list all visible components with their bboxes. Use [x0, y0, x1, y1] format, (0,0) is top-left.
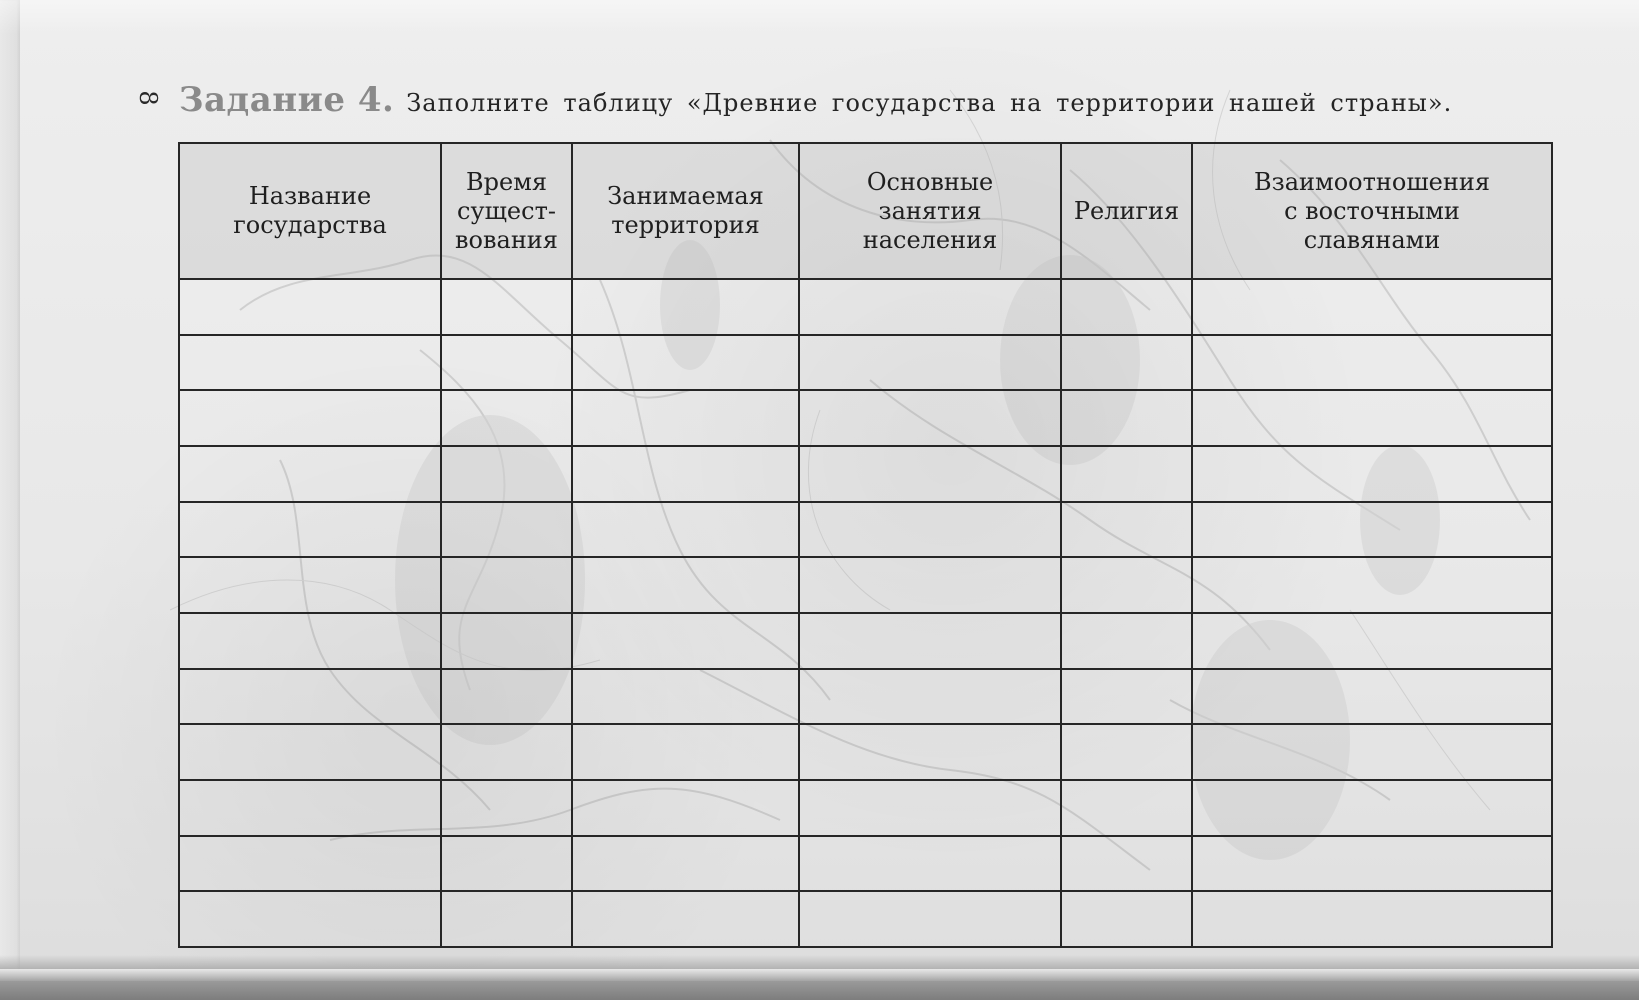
table-cell[interactable]	[441, 502, 572, 558]
header-state-name-line-2: государства	[233, 211, 387, 239]
table-row	[179, 724, 1552, 780]
table-row	[179, 279, 1552, 335]
table-cell[interactable]	[179, 502, 441, 558]
header-main-occupations	[799, 143, 1061, 279]
table-cell[interactable]	[572, 669, 799, 725]
table-cell[interactable]	[441, 335, 572, 391]
table-cell[interactable]	[799, 669, 1061, 725]
table-cell[interactable]	[1192, 613, 1552, 669]
table-cell[interactable]	[441, 669, 572, 725]
table-cell[interactable]	[1061, 724, 1192, 780]
table-cell[interactable]	[799, 446, 1061, 502]
table-cell[interactable]	[572, 335, 799, 391]
table-cell[interactable]	[572, 780, 799, 836]
ancient-states-table	[178, 142, 1553, 948]
table-cell[interactable]	[572, 446, 799, 502]
table-cell[interactable]	[799, 613, 1061, 669]
table-cell[interactable]	[441, 724, 572, 780]
header-occupations-line-2: занятия	[878, 196, 982, 225]
table-row	[179, 780, 1552, 836]
table-cell[interactable]	[179, 390, 441, 446]
task-instruction: Заполните таблицу «Древние государства на территории нашей страны».	[406, 89, 1453, 117]
table-cell[interactable]	[441, 446, 572, 502]
table-cell[interactable]	[1192, 390, 1552, 446]
table-cell[interactable]	[572, 724, 799, 780]
table-cell[interactable]	[799, 390, 1061, 446]
table-cell[interactable]	[1061, 446, 1192, 502]
table-cell[interactable]	[179, 669, 441, 725]
task-heading	[179, 80, 1499, 128]
table-header-row	[179, 143, 1552, 279]
table-cell[interactable]	[572, 279, 799, 335]
table-cell[interactable]	[179, 613, 441, 669]
header-territory-line-1: Занимаемая	[607, 182, 764, 210]
header-relations-line-1: Взаимоотношения	[1254, 167, 1490, 196]
table-cell[interactable]	[1061, 557, 1192, 613]
table-cell[interactable]	[799, 335, 1061, 391]
table-cell[interactable]	[1192, 669, 1552, 725]
table-cell[interactable]	[1192, 335, 1552, 391]
table-cell[interactable]	[1061, 669, 1192, 725]
table-row	[179, 557, 1552, 613]
table-cell[interactable]	[179, 780, 441, 836]
table-cell[interactable]	[799, 780, 1061, 836]
page-number: 8	[134, 90, 162, 106]
table-cell[interactable]	[179, 335, 441, 391]
table-cell[interactable]	[572, 390, 799, 446]
table-cell[interactable]	[1192, 446, 1552, 502]
header-time-line-3: вования	[455, 225, 558, 254]
header-occupations-line-1: Основные	[866, 167, 994, 196]
header-relations-line-3: славянами	[1303, 225, 1441, 254]
header-religion	[1061, 143, 1192, 279]
header-time-line-2: сущест-	[457, 196, 556, 225]
table-cell[interactable]	[799, 279, 1061, 335]
table-cell[interactable]	[572, 502, 799, 558]
header-relations	[1192, 143, 1552, 279]
header-occupations-line-3: населения	[862, 225, 998, 254]
table-cell[interactable]	[799, 502, 1061, 558]
page-bottom-shadow	[0, 955, 1639, 1000]
table-cell[interactable]	[1192, 724, 1552, 780]
table-row	[179, 836, 1552, 892]
table-cell[interactable]	[179, 279, 441, 335]
page-top-fade	[0, 0, 1639, 34]
table-cell[interactable]	[441, 279, 572, 335]
header-time-line-1: Время	[465, 167, 547, 196]
ancient-states-table-container	[178, 142, 1551, 948]
table-cell[interactable]	[572, 557, 799, 613]
table-cell[interactable]	[1192, 502, 1552, 558]
table-cell[interactable]	[572, 891, 799, 947]
table-cell[interactable]	[1192, 279, 1552, 335]
header-state-name	[179, 143, 441, 279]
table-cell[interactable]	[441, 891, 572, 947]
header-religion-line-1: Религия	[1073, 196, 1180, 225]
header-time-of-existence	[441, 143, 572, 279]
table-cell[interactable]	[1061, 502, 1192, 558]
table-cell[interactable]	[179, 836, 441, 892]
table-row	[179, 335, 1552, 391]
table-row	[179, 669, 1552, 725]
table-cell[interactable]	[441, 613, 572, 669]
header-territory-line-2: территория	[611, 211, 760, 239]
table-cell[interactable]	[179, 446, 441, 502]
table-cell[interactable]	[1061, 279, 1192, 335]
task-label: Задание 4.	[179, 80, 395, 120]
table-cell[interactable]	[1192, 557, 1552, 613]
table-cell[interactable]	[1192, 780, 1552, 836]
table-row	[179, 891, 1552, 947]
table-cell[interactable]	[179, 557, 441, 613]
table-cell[interactable]	[441, 780, 572, 836]
page-left-edge	[0, 0, 20, 1000]
header-territory	[572, 143, 799, 279]
table-cell[interactable]	[1061, 780, 1192, 836]
table-cell[interactable]	[1192, 836, 1552, 892]
table-cell[interactable]	[1061, 891, 1192, 947]
table-cell[interactable]	[1061, 836, 1192, 892]
table-cell[interactable]	[799, 891, 1061, 947]
table-cell[interactable]	[572, 613, 799, 669]
table-cell[interactable]	[1061, 390, 1192, 446]
table-row	[179, 613, 1552, 669]
table-cell[interactable]	[179, 891, 441, 947]
table-body	[179, 279, 1552, 947]
table-cell[interactable]	[1192, 891, 1552, 947]
header-state-name-line-1: Название	[248, 182, 372, 210]
header-relations-line-2: с восточными	[1284, 196, 1460, 225]
table-cell[interactable]	[799, 724, 1061, 780]
table-cell[interactable]	[572, 836, 799, 892]
table-cell[interactable]	[1061, 335, 1192, 391]
table-cell[interactable]	[799, 557, 1061, 613]
table-row	[179, 502, 1552, 558]
table-cell[interactable]	[1061, 613, 1192, 669]
table-cell[interactable]	[441, 390, 572, 446]
table-cell[interactable]	[179, 724, 441, 780]
table-cell[interactable]	[441, 557, 572, 613]
table-row	[179, 390, 1552, 446]
table-row	[179, 446, 1552, 502]
table-cell[interactable]	[799, 836, 1061, 892]
table-cell[interactable]	[441, 836, 572, 892]
